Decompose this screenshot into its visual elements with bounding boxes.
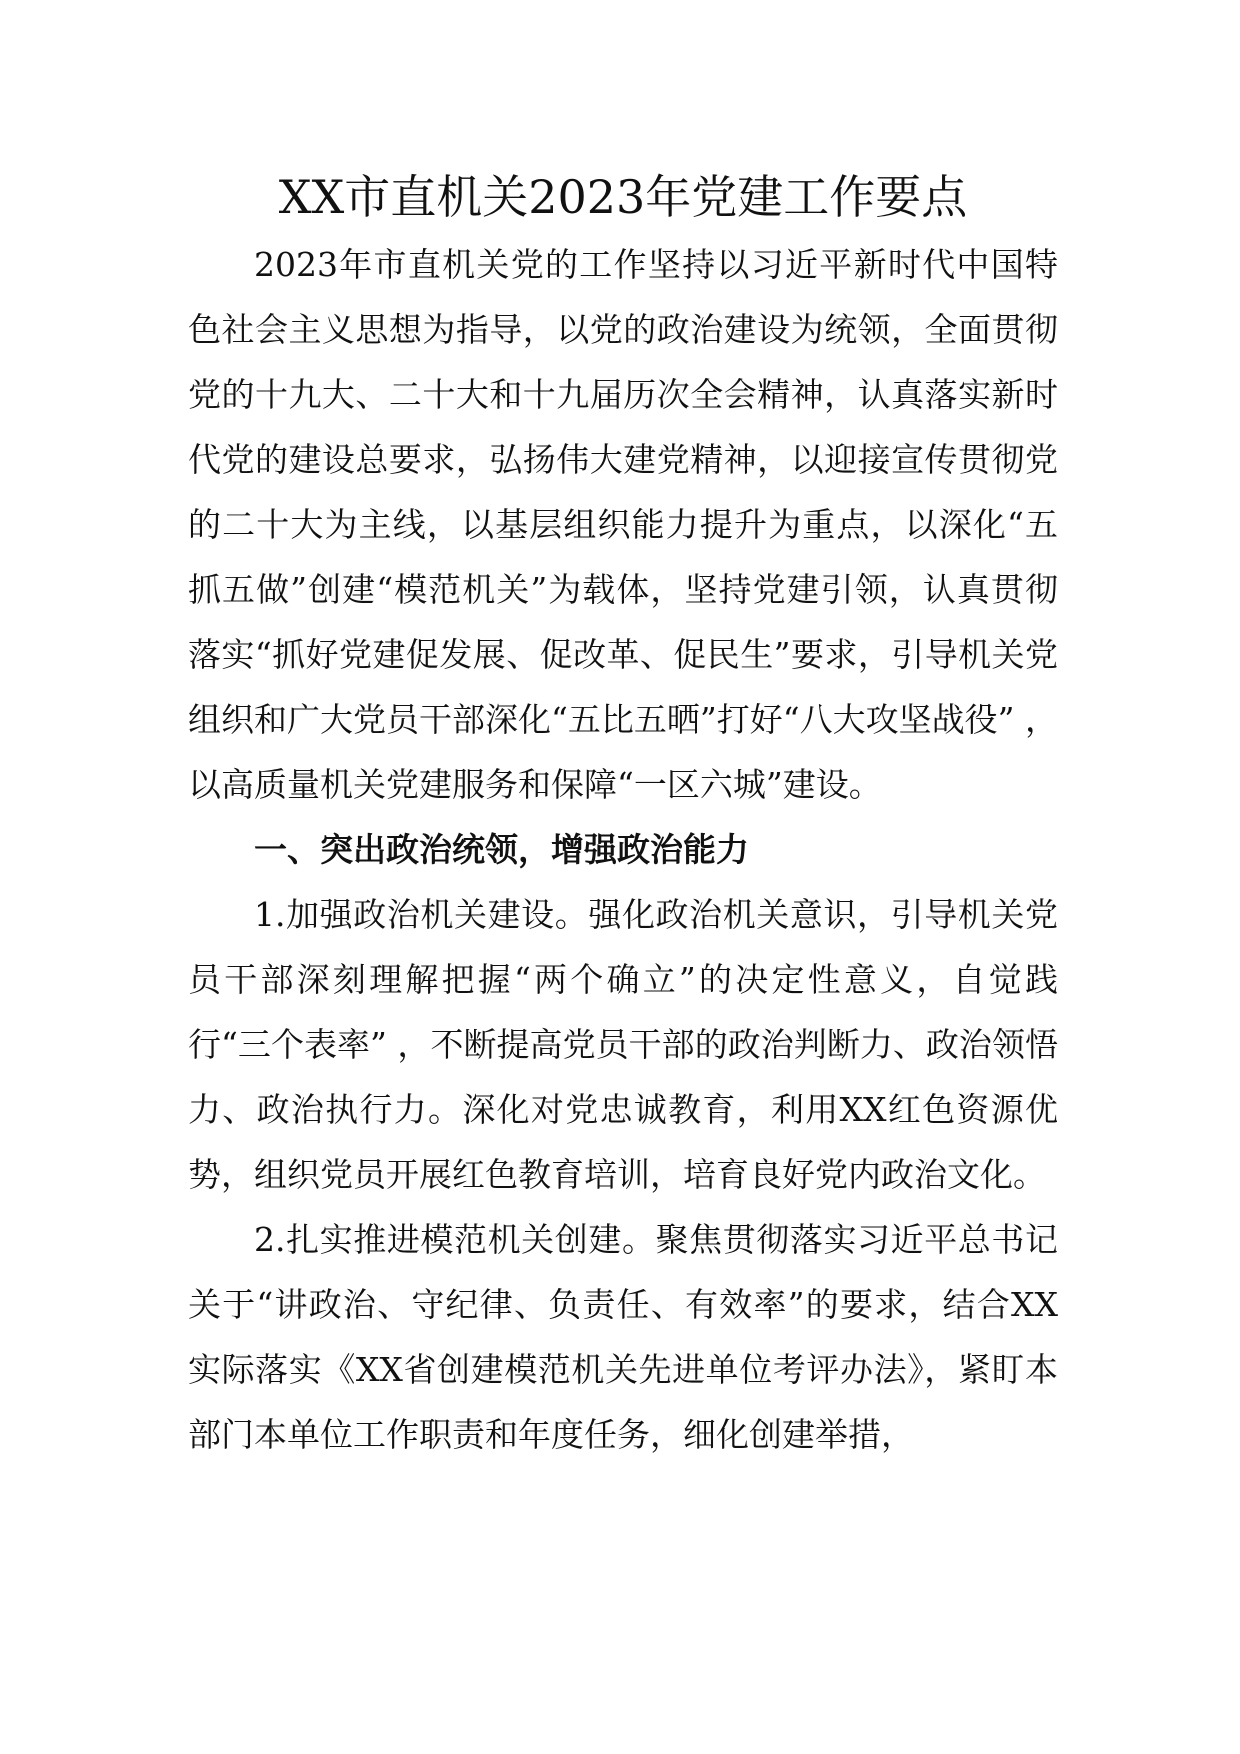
item-paragraph-2: 2.扎实推进模范机关创建。聚焦贯彻落实习近平总书记关于“讲政治、守纪律、负责任、有效率”的要求，结合XX实际落实《XX省创建模范机关先进单位考评办法》，紧盯本部门本单位工作职责和年度任务，细化创建举措，	[188, 1220, 1058, 1454]
item-paragraph-1: 1.加强政治机关建设。强化政治机关意识，引导机关党员干部深刻理解把握“两个确立”的决定性意义，自觉践行“三个表率” ，不断提高党员干部的政治判断力、政治领悟力、政治执行力。深化对党忠诚教育，利用XX红色资源优势，组织党员开展红色教育培训，培育良好党内政治文化。	[188, 895, 1058, 1194]
document-page	[188, 162, 1058, 1467]
document-title: XX市直机关2023年党建工作要点	[278, 170, 968, 224]
intro-paragraph: 2023年市直机关党的工作坚持以习近平新时代中国特色社会主义思想为指导，以党的政治建设为统领，全面贯彻党的十九大、二十大和十九届历次全会精神，认真落实新时代党的建设总要求，弘扬伟大建党精神，以迎接宣传贯彻党的二十大为主线，以基层组织能力提升为重点，以深化“五抓五做”创建“模范机关”为载体，坚持党建引领，认真贯彻落实“抓好党建促发展、促改革、促民生”要求，引导机关党组织和广大党员干部深化“五比五晒”打好“八大攻坚战役” ，以高质量机关党建服务和保障“一区六城”建设。	[188, 245, 1058, 804]
section-heading-1: 一、突出政治统领，增强政治能力	[254, 830, 749, 869]
